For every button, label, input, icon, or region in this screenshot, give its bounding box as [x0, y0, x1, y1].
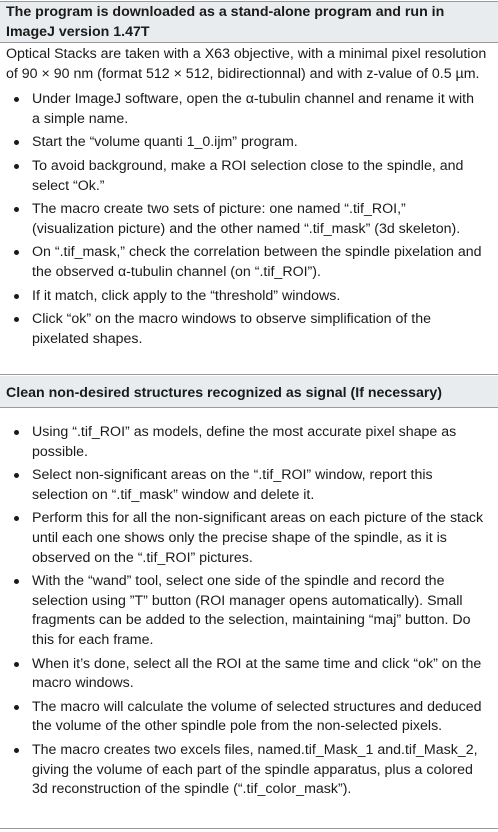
bullet-icon [14, 207, 19, 212]
list-item [6, 741, 492, 800]
list-item-text: Start the “volume quanti 1_0.ijm” program. [32, 134, 298, 151]
section-2-title: Clean non-desired structures recognized as signal (If necessary) [6, 385, 443, 401]
bullet-icon [14, 294, 19, 299]
bullet-icon [14, 473, 19, 478]
section-1-title: The program is downloaded as a stand-alone program and run in ImageJ version 1.47T [6, 4, 445, 40]
list-item [6, 287, 492, 307]
intro-paragraph: Optical Stacks are taken with a X63 objective, with a minimal pixel resolution of 90 × 90 nm (format 512 × 512, bidirectionnal) and with z-value of 0.5 µm. [6, 46, 487, 82]
list-item [6, 133, 492, 153]
header-rule-2 [0, 407, 498, 408]
bullet-icon [14, 317, 19, 322]
list-item-text: If it match, click apply to the “threshold” windows. [32, 287, 341, 304]
list-item-text: When it’s done, select all the ROI at the same time and click “ok” on the macro windows. [32, 655, 482, 692]
bullet-icon [14, 430, 19, 435]
list-item-text: Perform this for all the non-significant areas on each picture of the stack until each one shows only the precise shape of the spindle, as it is observed on the “.tif_ROI” pictures. [32, 510, 484, 566]
section-1-body [0, 45, 498, 353]
list-item-text: The macro create two sets of picture: one named “.tif_ROI,” (visualization picture) and the other named “.tif_mask” (3d skeleton). [32, 201, 461, 237]
list-item [6, 157, 492, 196]
list-item-text: The macro will calculate the volume of selected structures and deduced the volume of the other spindle pole from the non-selected pixels. [32, 698, 482, 735]
list-item-text: Using “.tif_ROI” as models, define the most accurate pixel shape as possible. [32, 424, 457, 460]
bullet-icon [14, 579, 19, 584]
bullet-icon [14, 250, 19, 255]
bottom-rule [0, 828, 498, 829]
list-item-text: With the “wand” tool, select one side of the spindle and record the selection using ”T” button (ROI manager opens automatically). Small fragments can be added to the selection, maintaining “maj” button. Do this for each frame. [32, 573, 471, 648]
list-item [6, 655, 492, 694]
list-item-text: Click “ok” on the macro windows to observe simplification of the pixelated shapes. [32, 311, 431, 347]
list-item [6, 509, 492, 568]
section-2-header [0, 376, 498, 407]
bullet-icon [14, 705, 19, 710]
bullet-icon [14, 97, 19, 102]
list-item [6, 90, 492, 129]
bullet-icon [14, 140, 19, 145]
list-item [6, 200, 492, 239]
list-item-text: Under ImageJ software, open the α-tubulin channel and rename it with a simple name. [32, 91, 474, 127]
list-item-text: The macro creates two excels files, named.tif_Mask_1 and.tif_Mask_2, giving the volume of each part of the spindle apparatus, plus a colored 3d reconstruction of the spindle (“.tif_color_mask”). [32, 741, 478, 798]
bullet-icon [14, 748, 19, 753]
section-1-steps [6, 90, 492, 349]
bullet-icon [14, 164, 19, 169]
list-item [6, 572, 492, 650]
section-2-body [0, 423, 498, 804]
list-item [6, 243, 492, 282]
header-rule-1 [0, 42, 498, 43]
bullet-icon [14, 516, 19, 521]
bullet-icon [14, 662, 19, 667]
list-item-text: On “.tif_mask,” check the correlation between the spindle pixelation and the observed α-tubulin channel (on “.tif_ROI”). [32, 244, 482, 280]
list-item-text: Select non-significant areas on the “.tif_ROI” window, report this selection on “.tif_mask” window and delete it. [32, 467, 433, 503]
list-item [6, 310, 492, 349]
list-item [6, 698, 492, 737]
list-item [6, 466, 492, 505]
list-item-text: To avoid background, make a ROI selection close to the spindle, and select “Ok.” [32, 157, 464, 194]
section-2-steps [6, 423, 492, 800]
section-1-header [0, 2, 498, 42]
section-divider [0, 374, 498, 375]
list-item [6, 423, 492, 462]
